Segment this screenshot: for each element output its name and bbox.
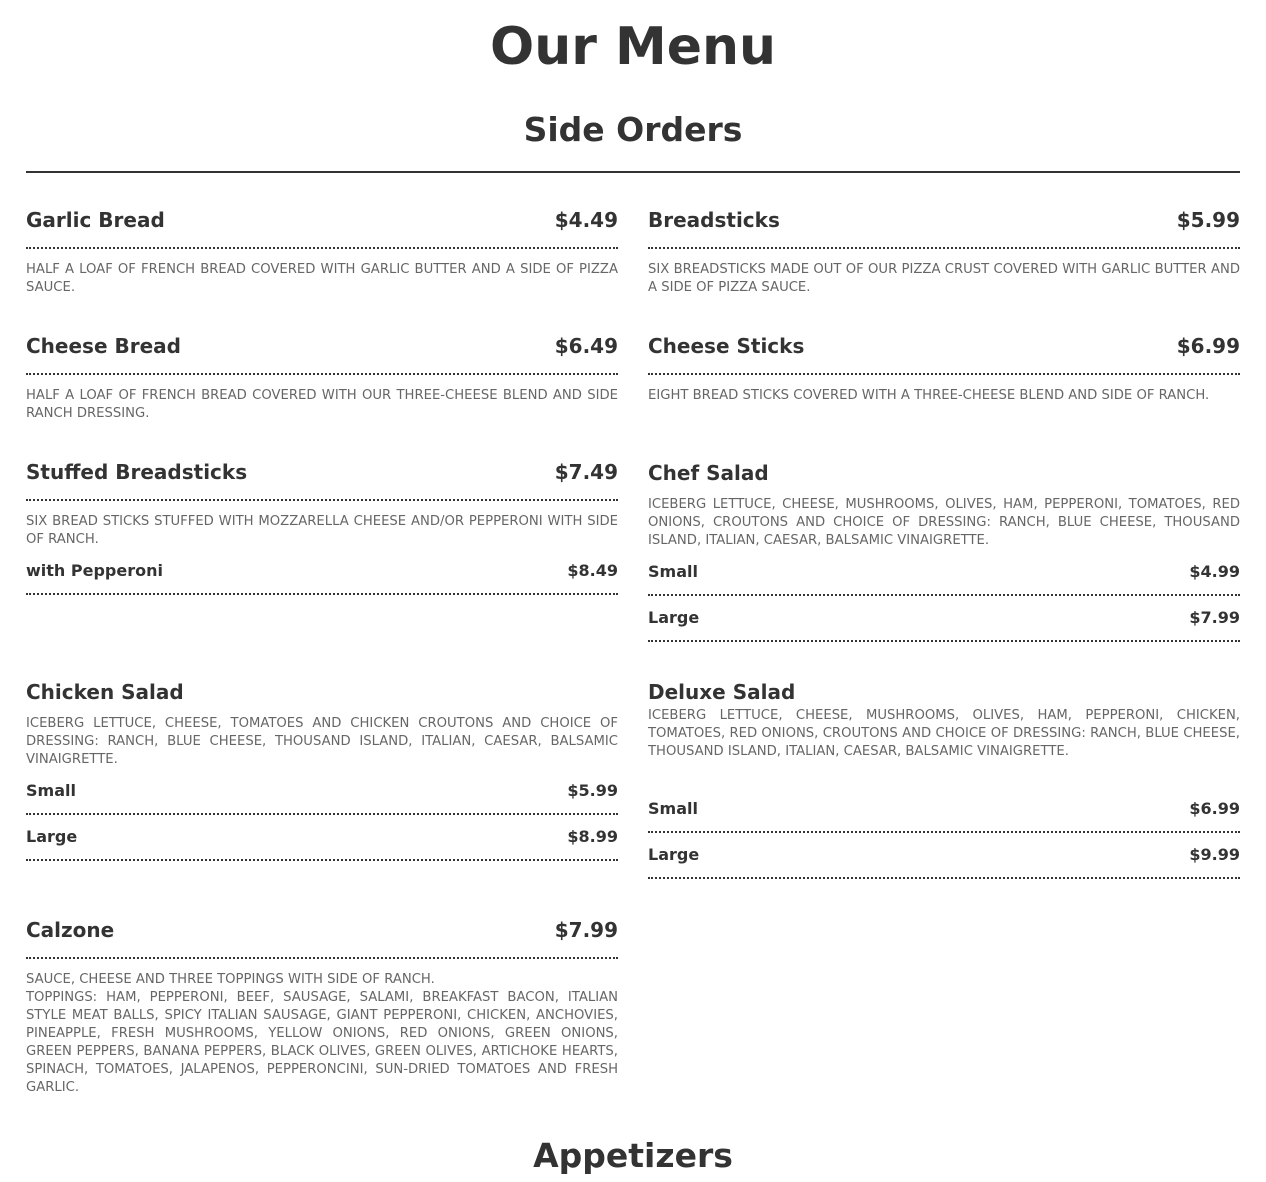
variant-small [648,798,1240,820]
item-description: HALF A LOAF OF FRENCH BREAD COVERED WITH GARLIC BUTTER AND A SIDE OF PIZZA SAUCE. [26,262,618,295]
variant-large [648,607,1240,629]
menu-item-calzone [26,917,618,1097]
item-description: ICEBERG LETTUCE, CHEESE, MUSHROOMS, OLIVES, HAM, PEPPERONI, CHICKEN, TOMATOES, RED ONIONS, CROUTONS AND CHOICE OF DRESSING: RANCH, BLUE CHEESE, THOUSAND ISLAND, ITALIAN, CAESAR, BALSAMIC VINAIGRETTE. [648,708,1240,759]
item-price: $6.49 [554,334,618,358]
menu-item-deluxe-salad [648,679,1240,879]
variant-price: $6.99 [1189,799,1240,818]
menu-item-chef-salad [648,460,1240,642]
item-name: Garlic Bread [26,208,165,232]
item-name: Breadsticks [648,208,780,232]
item-description: SIX BREAD STICKS STUFFED WITH MOZZARELLA CHEESE AND/OR PEPPERONI WITH SIDE OF RANCH. [26,514,618,547]
dotted-divider [26,593,618,595]
variant-price: $9.99 [1189,845,1240,864]
menu-item-garlic-bread [26,207,618,297]
dotted-divider [26,247,618,249]
variant-label: Large [648,608,700,627]
item-price: $7.99 [554,918,618,942]
item-description: ICEBERG LETTUCE, CHEESE, TOMATOES AND CHICKEN CROUTONS AND CHOICE OF DRESSING: RANCH, BLUE CHEESE, THOUSAND ISLAND, ITALIAN, CAESAR, BALSAMIC VINAIGRETTE. [26,716,618,767]
variant-label: Small [26,781,76,800]
dotted-divider [648,640,1240,642]
item-name: Cheese Bread [26,334,181,358]
item-price: $4.49 [554,208,618,232]
variant-small [648,561,1240,583]
item-description: EIGHT BREAD STICKS COVERED WITH A THREE-CHEESE BLEND AND SIDE OF RANCH. [648,388,1210,403]
item-price: $5.99 [1176,208,1240,232]
dotted-divider [648,594,1240,596]
menu-item-cheese-bread [26,333,618,423]
item-name: Stuffed Breadsticks [26,460,248,484]
variant-price: $8.99 [567,827,618,846]
item-name: Calzone [26,918,115,942]
dotted-divider [648,877,1240,879]
dotted-divider [26,499,618,501]
section-title-side-orders: Side Orders [523,110,743,149]
item-name: Chef Salad [648,461,769,485]
variant-price: $8.49 [567,561,618,580]
dotted-divider [26,373,618,375]
page-title: Our Menu [489,17,777,77]
item-name: Chicken Salad [26,680,184,704]
variant-label: Large [648,845,700,864]
variant-large [648,844,1240,866]
item-description: HALF A LOAF OF FRENCH BREAD COVERED WITH OUR THREE-CHEESE BLEND AND SIDE RANCH DRESSING. [26,388,618,421]
variant-small [26,780,618,802]
menu-item-cheese-sticks [648,333,1240,405]
item-toppings: TOPPINGS: HAM, PEPPERONI, BEEF, SAUSAGE, SALAMI, BREAKFAST BACON, ITALIAN STYLE MEAT BALLS, SPICY ITALIAN SAUSAGE, GIANT PEPPERONI, CHICKEN, ANCHOVIES, PINEAPPLE, FRESH MUSHROOMS, YELLOW ONIONS, RED ONIONS, GREEN ONIONS, GREEN PEPPERS, BANANA PEPPERS, BLACK OLIVES, GREEN OLIVES, ARTICHOKE HEARTS, SPINACH, TOMATOES, JALAPENOS, PEPPERONCINI, SUN-DRIED TOMATOES AND FRESH GARLIC. [26,990,618,1095]
variant-label: Small [648,799,698,818]
dotted-divider [26,957,618,959]
dotted-divider [648,831,1240,833]
menu-item-stuffed-breadsticks [26,459,618,595]
variant-price: $5.99 [567,781,618,800]
item-description: SIX BREADSTICKS MADE OUT OF OUR PIZZA CRUST COVERED WITH GARLIC BUTTER AND A SIDE OF PIZZA SAUCE. [648,262,1240,295]
variant-price: $7.99 [1189,608,1240,627]
item-name: Cheese Sticks [648,334,805,358]
menu-item-breadsticks [648,207,1240,297]
item-description: SAUCE, CHEESE AND THREE TOPPINGS WITH SIDE OF RANCH. [26,972,435,987]
variant-large [26,826,618,848]
item-name: Deluxe Salad [648,680,796,704]
dotted-divider [648,247,1240,249]
variant-pepperoni [26,560,618,582]
item-price: $6.99 [1176,334,1240,358]
dotted-divider [648,373,1240,375]
variant-price: $4.99 [1189,562,1240,581]
item-description: ICEBERG LETTUCE, CHEESE, MUSHROOMS, OLIVES, HAM, PEPPERONI, TOMATOES, RED ONIONS, CROUTONS AND CHOICE OF DRESSING: RANCH, BLUE CHEESE, THOUSAND ISLAND, ITALIAN, CAESAR, BALSAMIC VINAIGRETTE. [648,497,1240,548]
item-price: $7.49 [554,460,618,484]
menu-item-chicken-salad [26,679,618,861]
variant-label: Large [26,827,78,846]
dotted-divider [26,813,618,815]
variant-label: with Pepperoni [26,561,163,580]
variant-label: Small [648,562,698,581]
dotted-divider [26,859,618,861]
section-divider [26,171,1240,173]
section-title-appetizers: Appetizers [533,1136,733,1175]
